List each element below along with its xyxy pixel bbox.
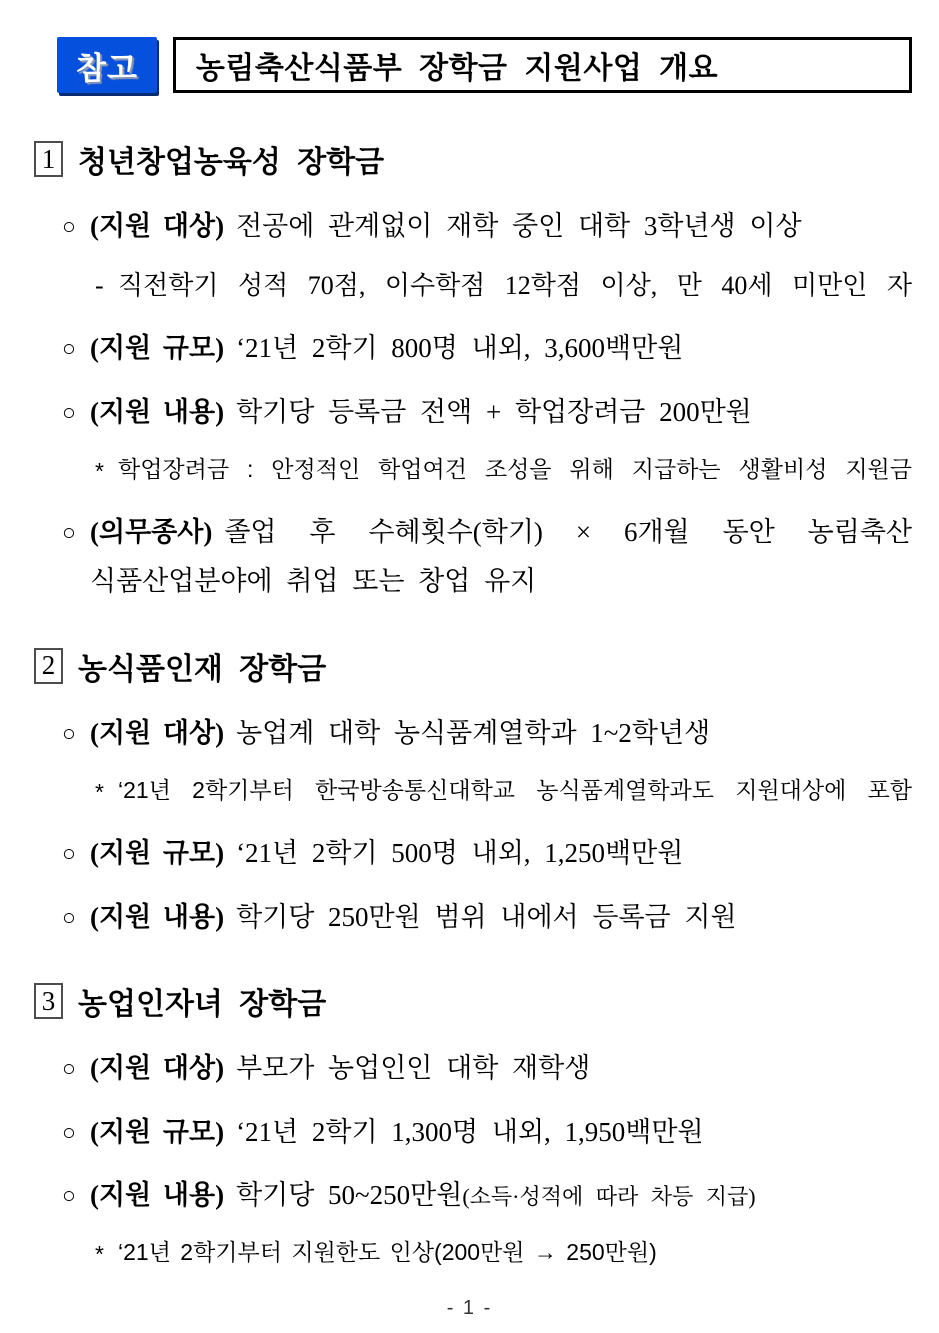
asterisk-icon: * [95, 1241, 104, 1268]
circle-bullet-icon: ○ [62, 1056, 76, 1082]
item-label: (지원 내용) [90, 901, 225, 932]
item-text: 농업계 대학 농식품계열학과 1~2학년생 [236, 717, 711, 748]
circle-bullet-icon: ○ [62, 336, 76, 362]
item-text-continuation: 식품산업분야에 취업 또는 창업 유지 [90, 566, 537, 597]
subitem-text: 직전학기 성적 70점, 이수학점 12학점 이상, 만 40세 미만인 자 [118, 271, 912, 301]
section-agrifood-talent-scholarship [34, 644, 912, 935]
dash-icon: - [95, 271, 104, 301]
section-heading-label: 농식품인재 장학금 [78, 652, 327, 686]
item-label: (지원 대상) [90, 211, 225, 241]
footnote-item [95, 1238, 912, 1270]
section-heading-label: 농업인자녀 장학금 [78, 988, 327, 1022]
item-text-main: 학기당 50~250만원 [236, 1179, 463, 1210]
footnote-text: 학업장려금 : 안정적인 학업여건 조성을 위해 지급하는 생활비성 지원금 [118, 456, 912, 483]
item-label: (지원 대상) [90, 717, 225, 748]
section-number-box: 2 [34, 648, 63, 684]
item-label: (지원 규모) [90, 1116, 225, 1147]
item-text-parenthetical: (소득·성적에 따라 차등 지급) [462, 1183, 756, 1209]
circle-bullet-icon: ○ [62, 904, 76, 930]
footnote-item [95, 776, 912, 808]
footnote-text: ‘21년 2학기부터 한국방송통신대학교 농식품계열학과도 지원대상에 포함 [118, 777, 912, 804]
item-label: (의무종사) [90, 517, 213, 547]
item-text: 부모가 농업인인 대학 재학생 [236, 1053, 591, 1084]
item-label: (지원 내용) [90, 396, 225, 427]
bullet-item-support-content [62, 899, 912, 935]
section-youth-farming-scholarship [34, 137, 912, 600]
section-heading [34, 644, 912, 688]
circle-bullet-icon: ○ [62, 1119, 76, 1145]
section-heading-label: 청년창업농육성 장학금 [78, 146, 385, 179]
bullet-item-support-target [62, 715, 912, 751]
item-text: 학기당 250만원 범위 내에서 등록금 지원 [236, 901, 737, 932]
item-text: ‘21년 2학기 500명 내외, 1,250백만원 [236, 838, 684, 869]
document-header [57, 37, 912, 93]
bullet-item-support-target [62, 1050, 912, 1086]
circle-bullet-icon: ○ [62, 520, 76, 545]
document-title: 농림축산식품부 장학금 지원사업 개요 [195, 52, 719, 85]
asterisk-icon: * [95, 779, 104, 806]
item-label: (지원 규모) [90, 838, 225, 869]
item-text: ‘21년 2학기 800명 내외, 3,600백만원 [236, 333, 684, 364]
item-label: (지원 내용) [90, 1179, 225, 1210]
bullet-item-support-content [62, 394, 912, 430]
item-label: (지원 규모) [90, 333, 225, 364]
section-heading [34, 137, 912, 181]
bullet-item-support-content [62, 1177, 912, 1213]
bullet-item-support-scale [62, 1114, 912, 1150]
footnote-item [95, 455, 912, 487]
circle-bullet-icon: ○ [62, 214, 76, 239]
section-farmer-children-scholarship [34, 979, 912, 1270]
dash-subitem [95, 269, 912, 303]
section-heading [34, 979, 912, 1023]
asterisk-icon: * [95, 458, 104, 485]
footnote-text: ‘21년 2학기부터 지원한도 인상(200만원 → 250만원) [118, 1239, 657, 1266]
bullet-item-mandatory-service [62, 514, 912, 550]
item-text [236, 1177, 756, 1213]
item-label: (지원 대상) [90, 1053, 225, 1084]
circle-bullet-icon: ○ [62, 399, 76, 425]
circle-bullet-icon: ○ [62, 841, 76, 867]
bullet-item-support-scale [62, 330, 912, 366]
item-text: 졸업 후 수혜횟수(학기) × 6개월 동안 농림축산 [224, 517, 912, 547]
item-text: 전공에 관계없이 재학 중인 대학 3학년생 이상 [236, 211, 802, 241]
section-number-box: 3 [34, 983, 63, 1019]
circle-bullet-icon: ○ [62, 1182, 76, 1208]
item-text: 학기당 등록금 전액 + 학업장려금 200만원 [236, 396, 752, 427]
bullet-item-support-scale [62, 835, 912, 871]
bullet-item-support-target [62, 208, 912, 244]
reference-badge: 참고 [57, 37, 157, 93]
page-number: - 1 - [446, 1297, 493, 1319]
section-number-box: 1 [34, 141, 63, 177]
item-text: ‘21년 2학기 1,300명 내외, 1,950백만원 [236, 1116, 704, 1147]
circle-bullet-icon: ○ [62, 720, 76, 746]
title-box [173, 37, 912, 93]
